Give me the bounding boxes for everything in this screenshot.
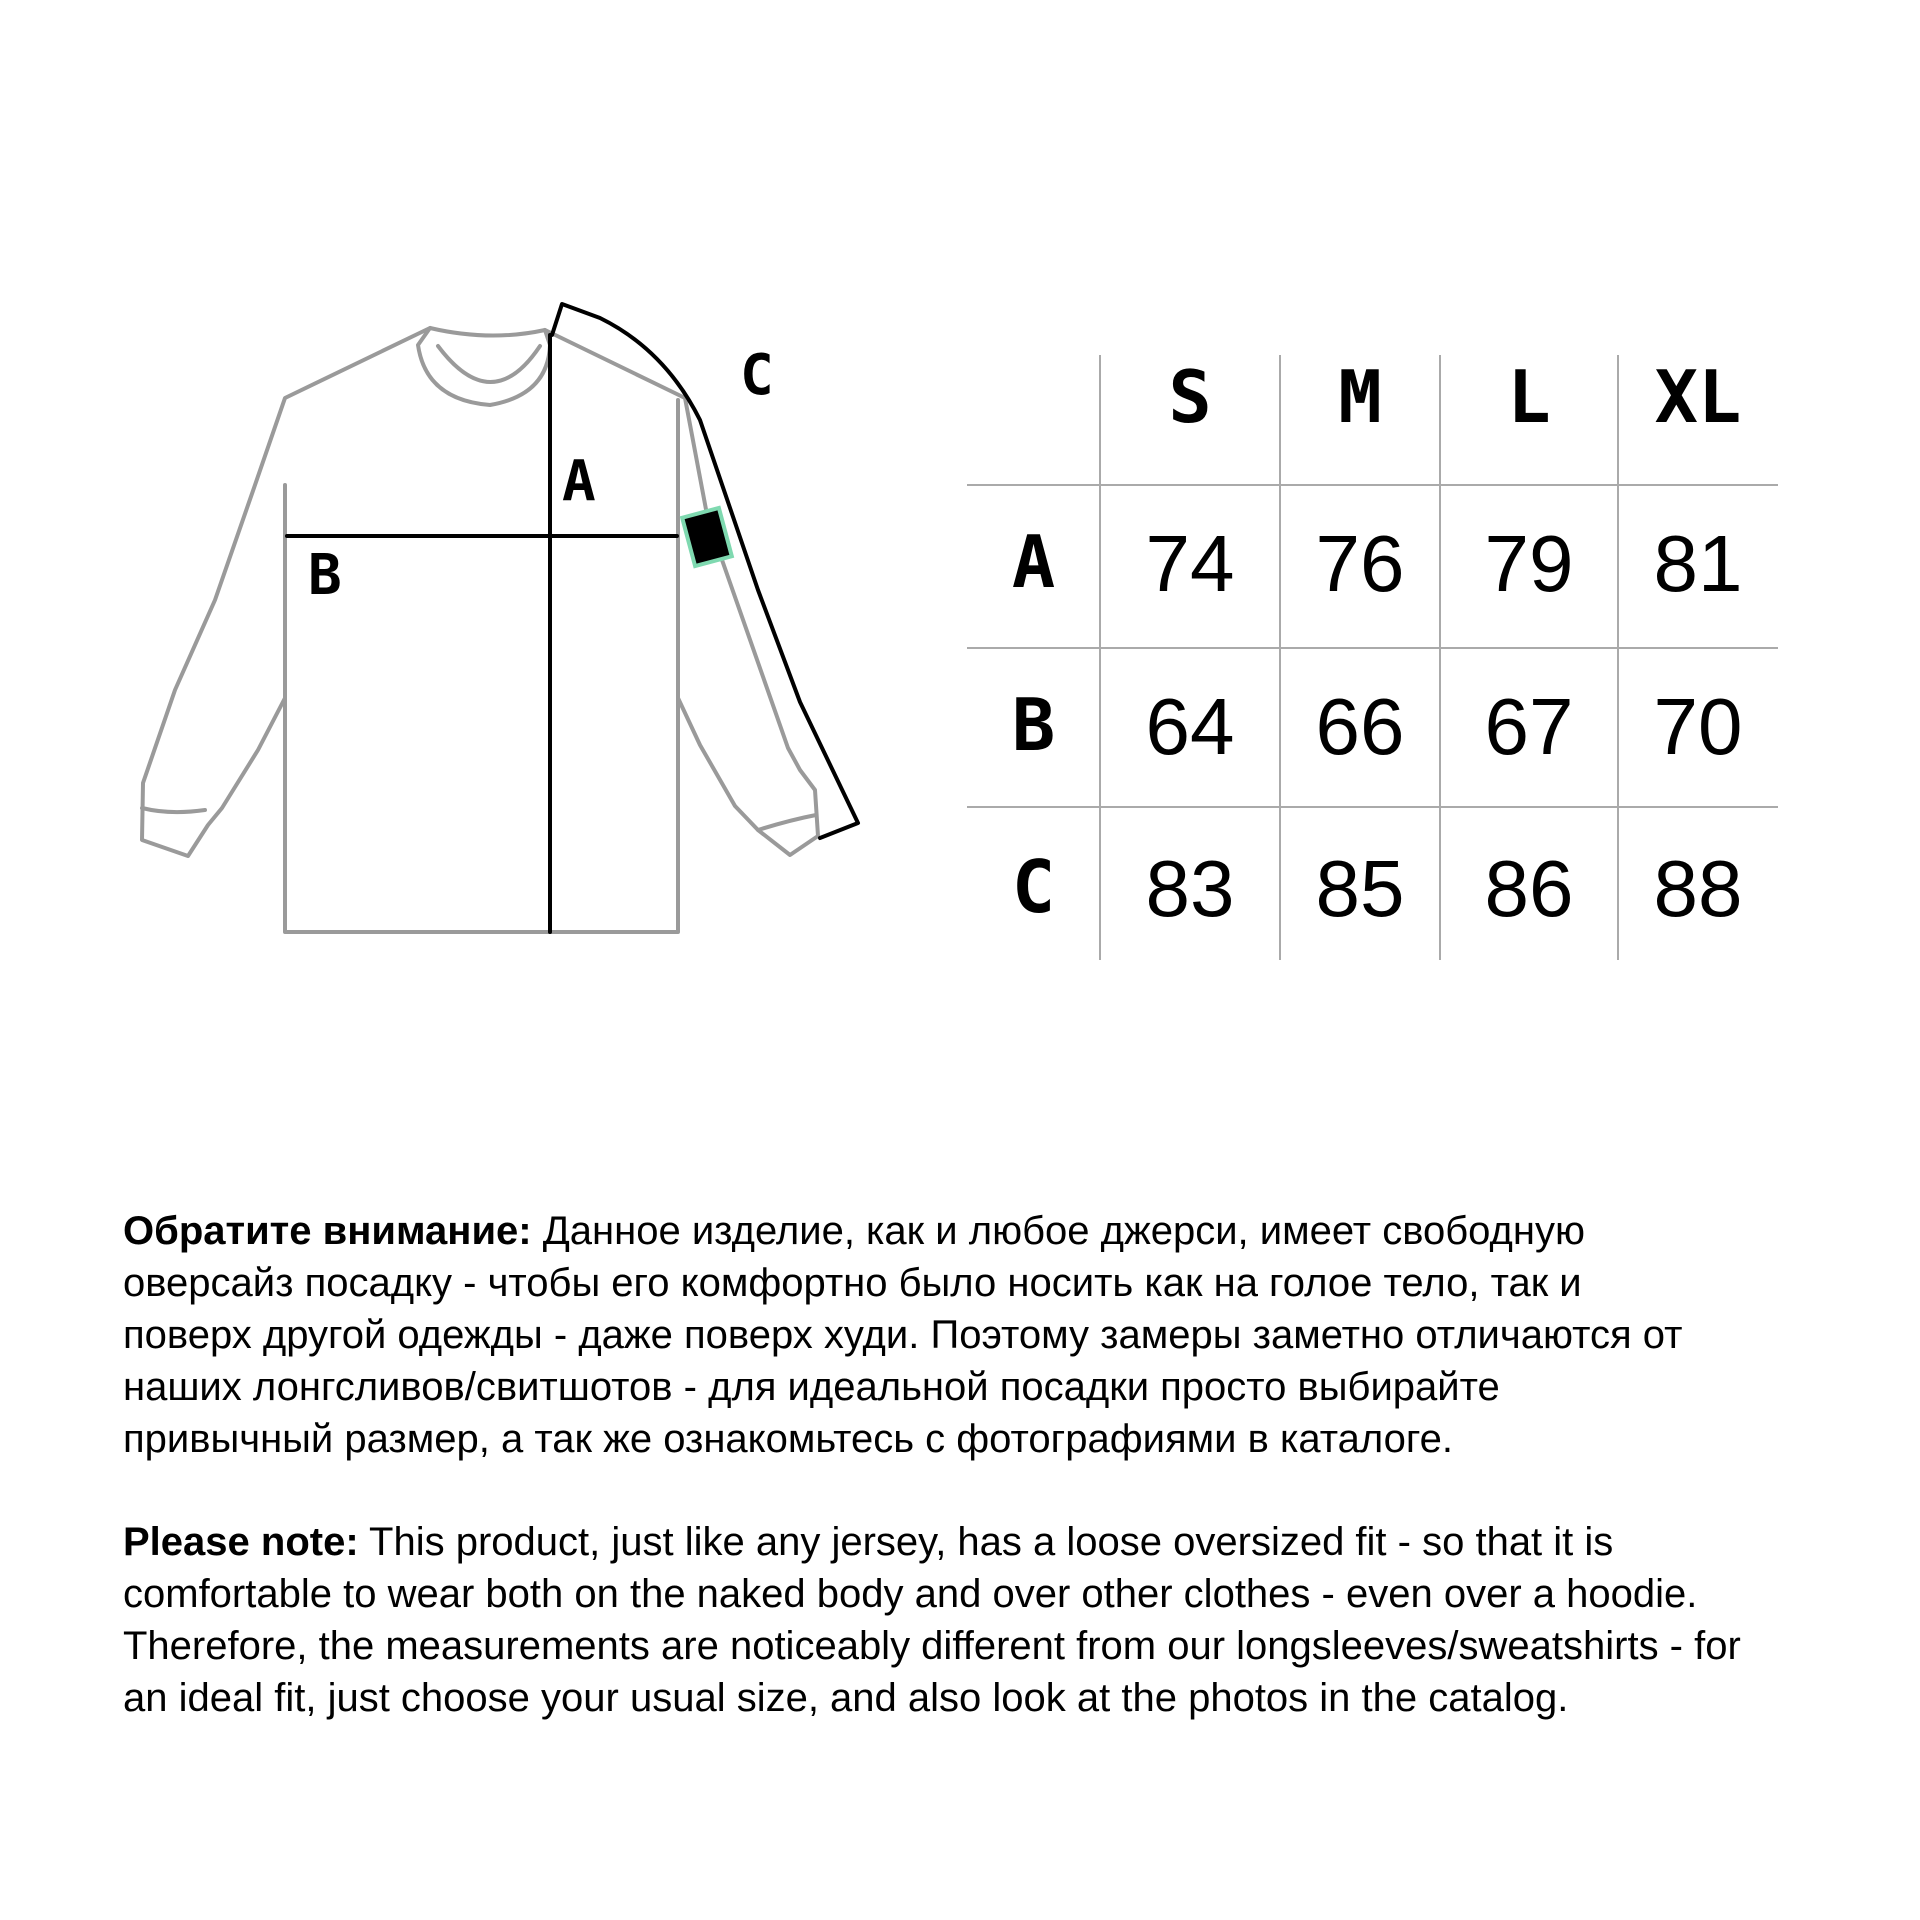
- table-cell: 66: [1315, 682, 1405, 771]
- table-cell: 64: [1145, 682, 1235, 771]
- note-russian-line: поверх другой одежды - даже поверх худи. Поэтому замеры заметно отличаются от: [123, 1313, 1683, 1357]
- table-cell: 88: [1653, 844, 1743, 933]
- row-label-a: A: [1011, 520, 1056, 604]
- table-cell: 70: [1653, 682, 1743, 771]
- column-header-s: S: [1168, 355, 1212, 439]
- column-header-l: L: [1507, 355, 1551, 439]
- note-english-line: comfortable to wear both on the naked body and over other clothes - even over a hoodie.: [123, 1572, 1698, 1616]
- label-a: A: [562, 449, 596, 514]
- column-header-xl: XL: [1654, 355, 1742, 439]
- table-cell: 85: [1315, 844, 1405, 933]
- note-english-line: This product, just like any jersey, has a loose oversized fit - so that it is: [358, 1520, 1614, 1564]
- label-b: B: [308, 543, 342, 608]
- table-cell: 67: [1484, 682, 1574, 771]
- note-russian-line: привычный размер, а так же ознакомьтесь с фотографиями в каталоге.: [123, 1417, 1453, 1461]
- note-russian-heading: Обратите внимание:: [123, 1209, 532, 1253]
- note-english-heading: Please note:: [123, 1520, 359, 1564]
- table-cell: 86: [1484, 844, 1574, 933]
- label-c: C: [740, 343, 774, 408]
- note-russian-line: наших лонгсливов/свитшотов - для идеальной посадки просто выбирайте: [123, 1365, 1500, 1409]
- table-cell: 76: [1315, 519, 1405, 608]
- note-russian-line: оверсайз посадку - чтобы его комфортно было носить как на голое тело, так и: [123, 1261, 1582, 1305]
- table-cell: 74: [1145, 519, 1235, 608]
- row-label-c: C: [1011, 845, 1056, 929]
- table-cell: 79: [1484, 519, 1574, 608]
- note-russian-line: Данное изделие, как и любое джерси, имеет свободную: [531, 1209, 1585, 1253]
- column-header-m: M: [1338, 355, 1382, 439]
- note-english: [123, 1516, 1883, 1724]
- note-english-line: Therefore, the measurements are noticeably different from our longsleeves/sweatshirts - for: [123, 1624, 1741, 1668]
- note-english-line: an ideal fit, just choose your usual size, and also look at the photos in the catalog.: [123, 1676, 1569, 1720]
- table-cell: 81: [1653, 519, 1743, 608]
- row-label-b: B: [1011, 683, 1056, 767]
- table-cell: 83: [1145, 844, 1235, 933]
- note-russian: [123, 1205, 1883, 1465]
